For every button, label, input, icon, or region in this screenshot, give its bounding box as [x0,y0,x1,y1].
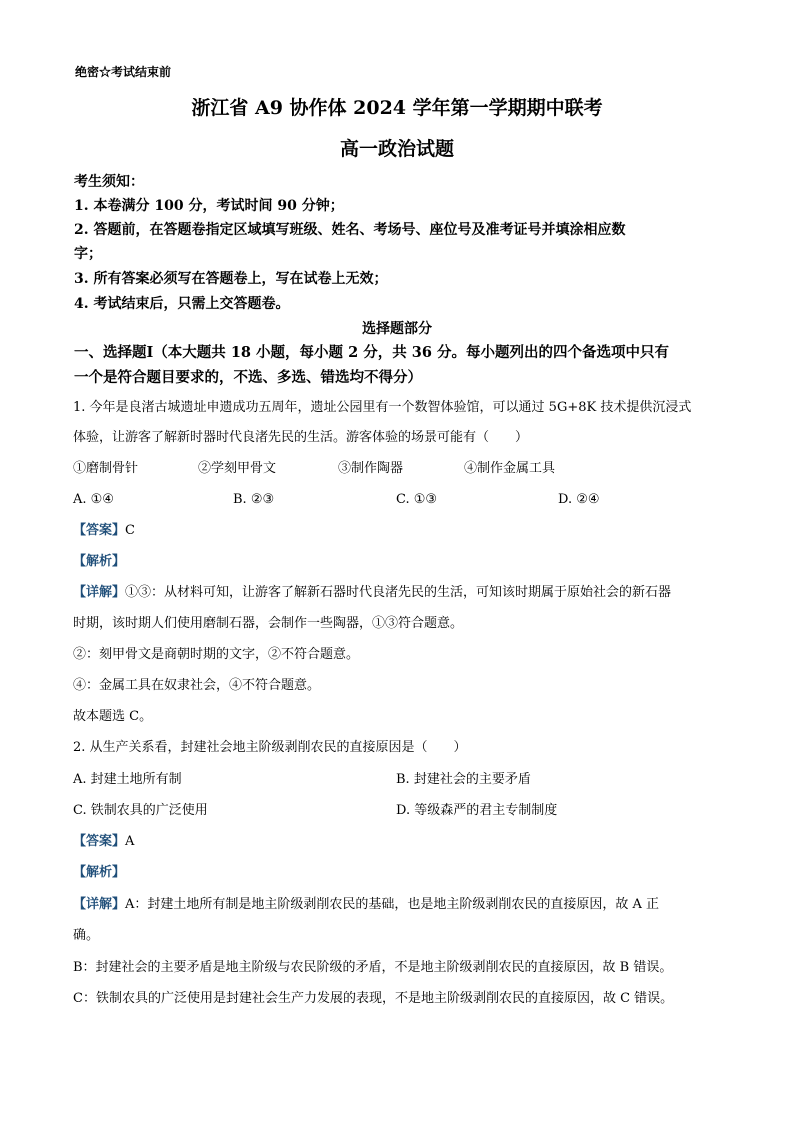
notice-line: 4. 考试结束后，只需上交答题卷。 [74,296,290,312]
secret-mark: 绝密☆考试结束前 [75,65,172,79]
analysis-tag: 【解析】 [73,865,126,880]
q2-detail-line: B：封建社会的主要矛盾是地主阶级与农民阶级的矛盾，不是地主阶级剥削农民的直接原因，故 B 错误。 [73,960,673,975]
q1-answer [73,524,135,537]
q1-option-b: B. ②③ [233,492,275,507]
exam-subtitle: 高一政治试题 [339,138,454,160]
detail-tag: 【详解】 [73,897,126,912]
q1-detail-line: ②：刻甲骨文是商朝时期的文字，②不符合题意。 [73,647,360,662]
answer-tag: 【答案】 [73,834,126,849]
notice-line: 2. 答题前，在答题卷指定区域填写班级、姓名、考场号、座位号及准考证号并填涂相应数 [74,222,626,238]
q2-option-c: C. 铁制农具的广泛使用 [73,803,208,818]
q1-item: ④制作金属工具 [464,461,556,476]
q2-option-a: A. 封建土地所有制 [73,772,182,787]
q2-detail-line: C：铁制农具的广泛使用是封建社会生产力发展的表现，不是地主阶级剥削农民的直接原因，故 C 错误。 [73,991,674,1006]
q1-option-c: C. ①③ [396,492,438,507]
q2-option-b: B. 封建社会的主要矛盾 [396,772,531,787]
q2-detail-line: 确。 [73,928,100,943]
q1-conclusion: 故本题选 C。 [73,709,153,724]
q2-stem: 2. 从生产关系看，封建社会地主阶级剥削农民的直接原因是（ ） [73,740,467,755]
q1-detail-line: ④：金属工具在奴隶社会，④不符合题意。 [73,678,321,693]
notice-line: 字； [74,246,102,262]
answer-tag: 【答案】 [73,523,126,538]
q1-detail-line: 时期，该时期人们使用磨制石器，会制作一些陶器，①③符合题意。 [73,616,464,631]
q1-option-d: D. ②④ [558,492,600,507]
q1-item: ①磨制骨针 [73,461,139,476]
notice-heading: 考生须知： [74,174,144,190]
q2-answer [73,835,134,848]
notice-line: 1. 本卷满分 100 分，考试时间 90 分钟； [74,198,344,214]
part-instruction: 一个是符合题目要求的，不选、多选、错选均不得分） [74,369,422,386]
q2-detail [73,898,659,911]
q1-analysis [73,555,125,568]
q1-stem: 体验，让游客了解新时器时代良渚先民的生活。游客体验的场景可能有（ ） [73,430,529,445]
section-heading: 选择题部分 [362,321,432,337]
q1-detail [73,586,671,599]
q1-option-a: A. ①④ [73,492,114,507]
detail-text: ①③：从材料可知，让游客了解新石器时代良渚先民的生活，可知该时期属于原始社会的新石器 [125,585,672,600]
exam-title: 浙江省 A9 协作体 2024 学年第一学期期中联考 [191,97,603,119]
q1-stem: 1. 今年是良渚古城遗址申遗成功五周年，遗址公园里有一个数智体验馆，可以通过 5G+8K 技术提供沉浸式 [73,400,692,415]
q2-analysis [73,866,125,879]
part-instruction: 一、选择题Ⅰ（本大题共 18 小题，每小题 2 分，共 36 分。每小题列出的四个备选项中只有 [74,344,670,361]
answer-value: A [125,834,135,849]
detail-text: A：封建土地所有制是地主阶级剥削农民的基础，也是地主阶级剥削农民的直接原因，故 A 正 [125,897,660,912]
answer-value: C [125,523,135,538]
q1-item: ②学刻甲骨文 [198,461,277,476]
detail-tag: 【详解】 [73,585,126,600]
analysis-tag: 【解析】 [73,554,126,569]
notice-line: 3. 所有答案必须写在答题卷上，写在试卷上无效； [74,271,388,287]
q2-option-d: D. 等级森严的君主专制制度 [396,803,558,818]
q1-item: ③制作陶器 [338,461,404,476]
